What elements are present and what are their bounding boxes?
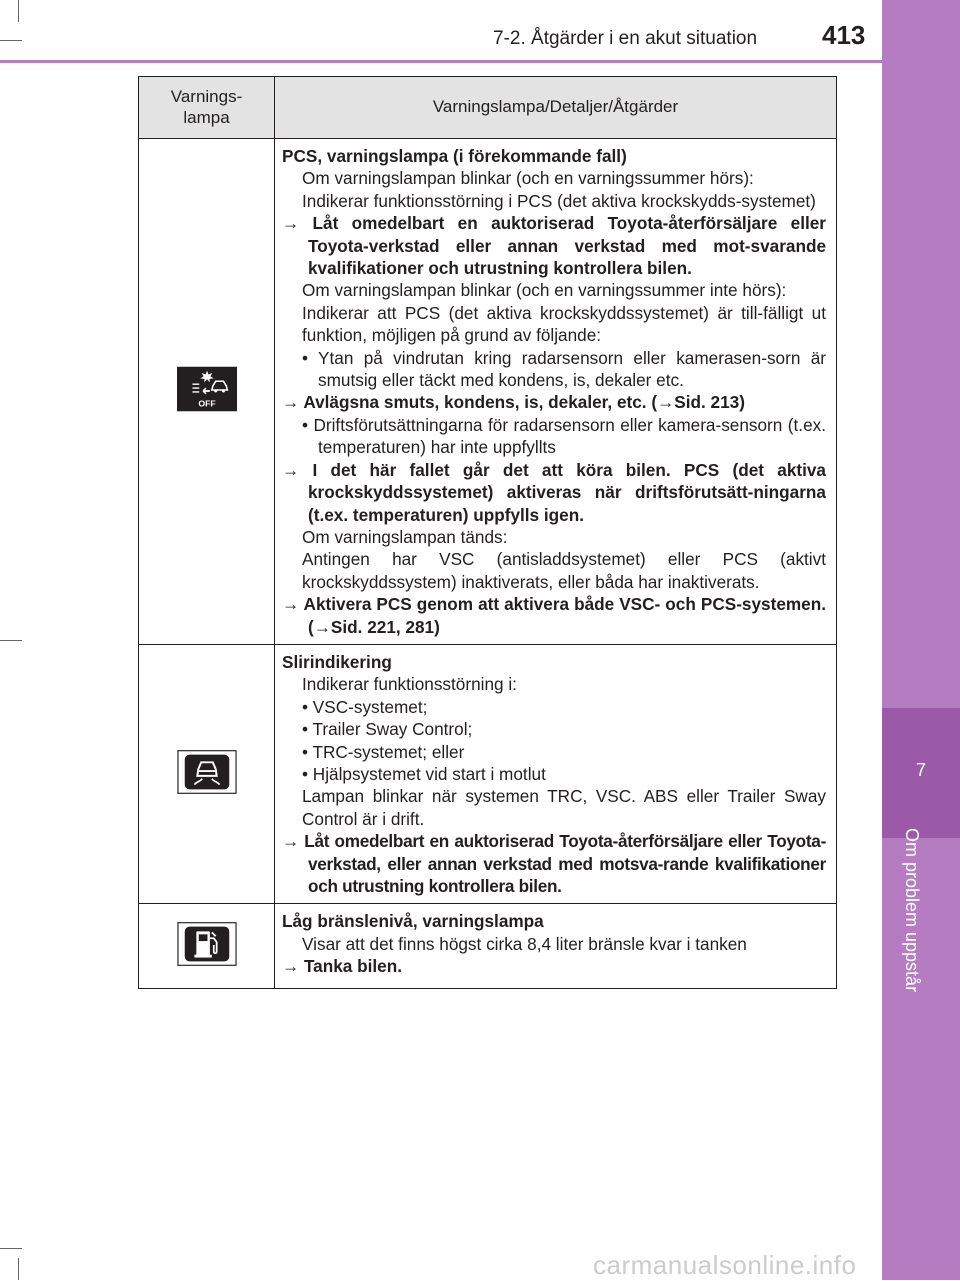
description-text: Visar att det finns högst cirka 8,4 liter bränsle kvar i tanken — [302, 933, 747, 954]
crop-mark — [18, 1258, 19, 1280]
crop-mark — [0, 1248, 22, 1249]
description-text: Indikerar funktionsstörning i: — [302, 674, 517, 695]
header-rule — [0, 60, 882, 63]
fuel-pump-icon — [177, 921, 237, 967]
table-row — [139, 904, 837, 988]
bullet-item: • Ytan på vindrutan kring radarsensorn eller kamerasen-sorn är smutsig eller täckt med kondens, is, dekaler etc. — [302, 347, 826, 391]
action-text: → I det här fallet går det att köra bilen. PCS (det aktiva krockskyddssystemet) aktiveras när driftsförutsätt-ningarna (t.ex. temperaturen) uppfylls igen. — [282, 459, 826, 525]
pcs-warning-icon — [177, 366, 237, 412]
column-header-details: Varningslampa/Detaljer/Åtgärder — [275, 77, 837, 139]
warning-lamp-table — [138, 76, 837, 989]
condition-text: Om varningslampan blinkar (och en varningssummer inte hörs): — [302, 280, 787, 301]
lamp-cell — [139, 644, 275, 903]
row-title: PCS, varningslampa (i förekommande fall) — [282, 146, 627, 166]
condition-text: Om varningslampan blinkar (och en varningssummer hörs): — [302, 168, 754, 189]
action-text: → Låt omedelbart en auktoriserad Toyota-återförsäljare eller Toyota-verkstad, eller annan verkstad med motsva-rande kvalifikationer och utrustning kontrollera bilen. — [282, 831, 826, 896]
crop-mark — [0, 40, 22, 41]
action-text[interactable]: → Aktivera PCS genom att aktivera både VSC- och PCS-systemen. (→Sid. 221, 281) — [282, 594, 826, 637]
action-text: → Låt omedelbart en auktoriserad Toyota-återförsäljare eller Toyota-verkstad eller annan verkstad med mot-svarande kvalifikationer och utrustning kontrollera bilen. — [282, 213, 826, 279]
action-text[interactable]: → Avlägsna smuts, kondens, is, dekaler, etc. (→Sid. 213) — [282, 392, 745, 413]
crop-mark — [18, 0, 19, 22]
column-header-lamp: Varnings- lampa — [139, 77, 275, 139]
description-text: Antingen har VSC (antisladdsystemet) eller PCS (aktivt krockskyddssystem) inaktiverats, eller båda har inaktiverats. — [302, 549, 826, 592]
table-header-row — [139, 77, 837, 139]
chapter-side-tab — [882, 0, 960, 1280]
row-title: Slirindikering — [282, 651, 392, 672]
details-cell — [275, 904, 837, 988]
details-cell — [275, 139, 837, 645]
table-row — [139, 139, 837, 645]
page-number: 413 — [822, 20, 866, 50]
description-text: Lampan blinkar när systemen TRC, VSC. ABS eller Trailer Sway Control är i drift. — [302, 786, 826, 829]
action-text: → Tanka bilen. — [282, 956, 403, 977]
bullet-item: • Trailer Sway Control; — [302, 719, 473, 740]
pcs-off-label: OFF — [197, 398, 216, 409]
lamp-cell — [139, 904, 275, 988]
section-title: 7-2. Åtgärder i en akut situation — [493, 28, 758, 49]
bullet-item: • Hjälpsystemet vid start i motlut — [302, 763, 546, 784]
table-row — [139, 644, 837, 903]
watermark: carmanualsonline.info — [593, 1250, 857, 1280]
chapter-number: 7 — [915, 760, 926, 780]
bullet-item: • VSC-systemet; — [302, 696, 428, 717]
bullet-item: • Driftsförutsättningarna för radarsensorn eller kamera-sensorn (t.ex. temperaturen) har inte uppfyllts — [302, 414, 826, 458]
crop-mark — [0, 640, 22, 641]
description-text: Indikerar att PCS (det aktiva krockskyddssystemet) är till-fälligt ut funktion, möjligen på grund av följande: — [302, 302, 826, 346]
details-cell — [275, 644, 837, 903]
chapter-label: Om problem uppstår — [902, 828, 922, 993]
bullet-item: • TRC-systemet; eller — [302, 741, 465, 762]
description-text: Indikerar funktionsstörning i PCS (det aktiva krockskydds-systemet) — [302, 190, 816, 211]
condition-text: Om varningslampan tänds: — [302, 526, 508, 547]
row-title: Låg bränslenivå, varningslampa — [282, 911, 544, 932]
lamp-cell — [139, 139, 275, 645]
slip-indicator-icon — [177, 749, 237, 795]
